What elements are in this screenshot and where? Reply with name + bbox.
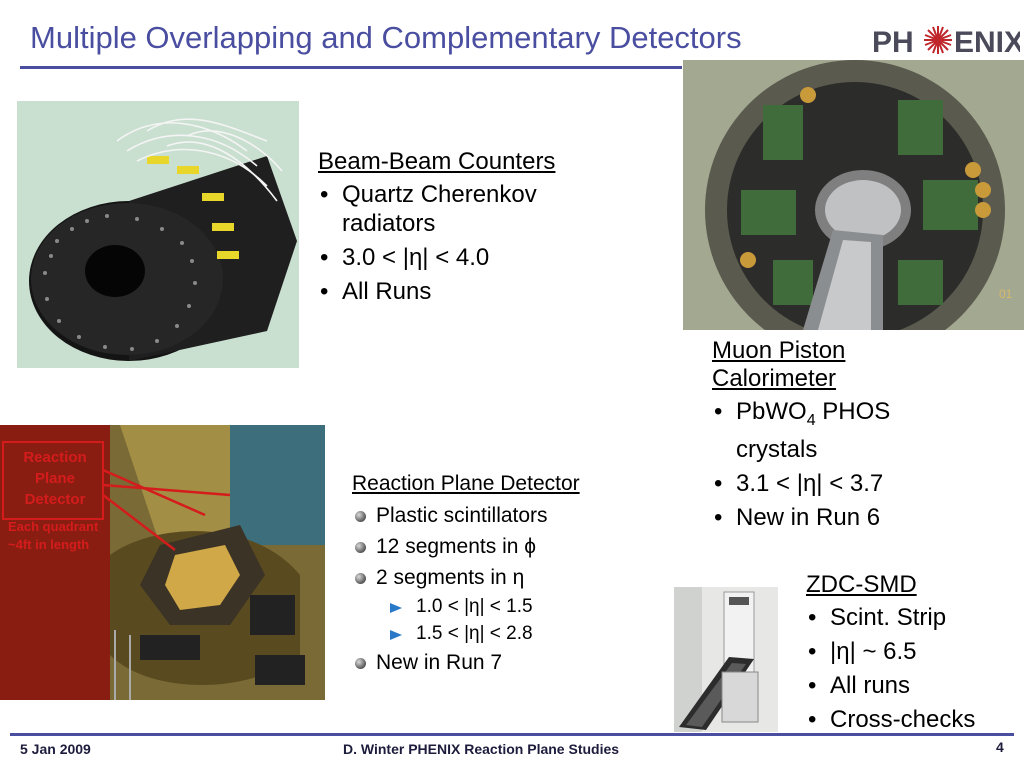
bbc-bullet-3: • All Runs (318, 277, 618, 306)
rxnp-heading: Reaction Plane Detector (352, 472, 580, 495)
logo-star-icon (924, 26, 952, 54)
rxnp-subitem-1: 1.0 < |η| < 1.5 (352, 595, 652, 619)
slide-title: Multiple Overlapping and Complementary Detectors (30, 20, 742, 55)
page-number: 4 (996, 739, 1004, 755)
bbc-bullet-1: • Quartz Cherenkov radiators (318, 180, 582, 238)
mpc-bullet-1: • PbWO$_4$ PHOS crystals (712, 397, 936, 464)
rxnp-subitem-2: 1.5 < |η| < 2.8 (352, 622, 652, 646)
bbc-text-block (318, 148, 618, 311)
logo-text-right: ENIX (954, 26, 1020, 59)
bbc-photo (17, 101, 299, 368)
mpc-bullet-3: • New in Run 6 (712, 503, 1012, 532)
phenix-logo (870, 18, 1020, 62)
rxnp-bullet-list (352, 502, 652, 676)
rxnp-text-block (352, 472, 652, 680)
mpc-bullet-list (712, 397, 1012, 532)
rxnp-photo-note: Each quadrant ~4ft in length (8, 519, 99, 552)
zdc-photo (674, 587, 778, 732)
logo-text-left: PH (872, 26, 914, 59)
bbc-bullet-2: • 3.0 < |η| < 4.0 (318, 243, 618, 272)
mpc-bullet-2: • 3.1 < |η| < 3.7 (712, 469, 1012, 498)
zdc-bullet-1: • Scint. Strip (806, 603, 1021, 632)
bbc-heading: Beam-Beam Counters (318, 148, 556, 175)
zdc-bullet-list (806, 603, 1021, 734)
mpc-heading: Muon Piston Calorimeter (712, 337, 846, 392)
rxnp-photo-label: Reaction Plane Detector (23, 449, 87, 508)
title-divider (20, 66, 682, 69)
zdc-bullet-3: • All runs (806, 671, 1021, 700)
zdc-heading: ZDC-SMD (806, 571, 917, 598)
rxnp-item-4: New in Run 7 (352, 649, 652, 676)
rxnp-item-2: 12 segments in ϕ (352, 533, 652, 560)
rxnp-item-3: 2 segments in η (352, 564, 652, 591)
mpc-photo (683, 60, 1024, 330)
zdc-bullet-2: • |η| ~ 6.5 (806, 637, 1021, 666)
footer-date: 5 Jan 2009 (20, 741, 91, 757)
bbc-bullet-list (318, 180, 618, 306)
rxnp-item-1: Plastic scintillators (352, 502, 652, 529)
footer-divider (10, 733, 1014, 736)
mpc-text-block (712, 337, 1012, 537)
mpc-photo-tag: 01 (999, 287, 1013, 301)
footer-center: D. Winter PHENIX Reaction Plane Studies (343, 741, 620, 757)
zdc-text-block (806, 571, 1021, 739)
zdc-bullet-4: • Cross-checks (806, 705, 1021, 734)
